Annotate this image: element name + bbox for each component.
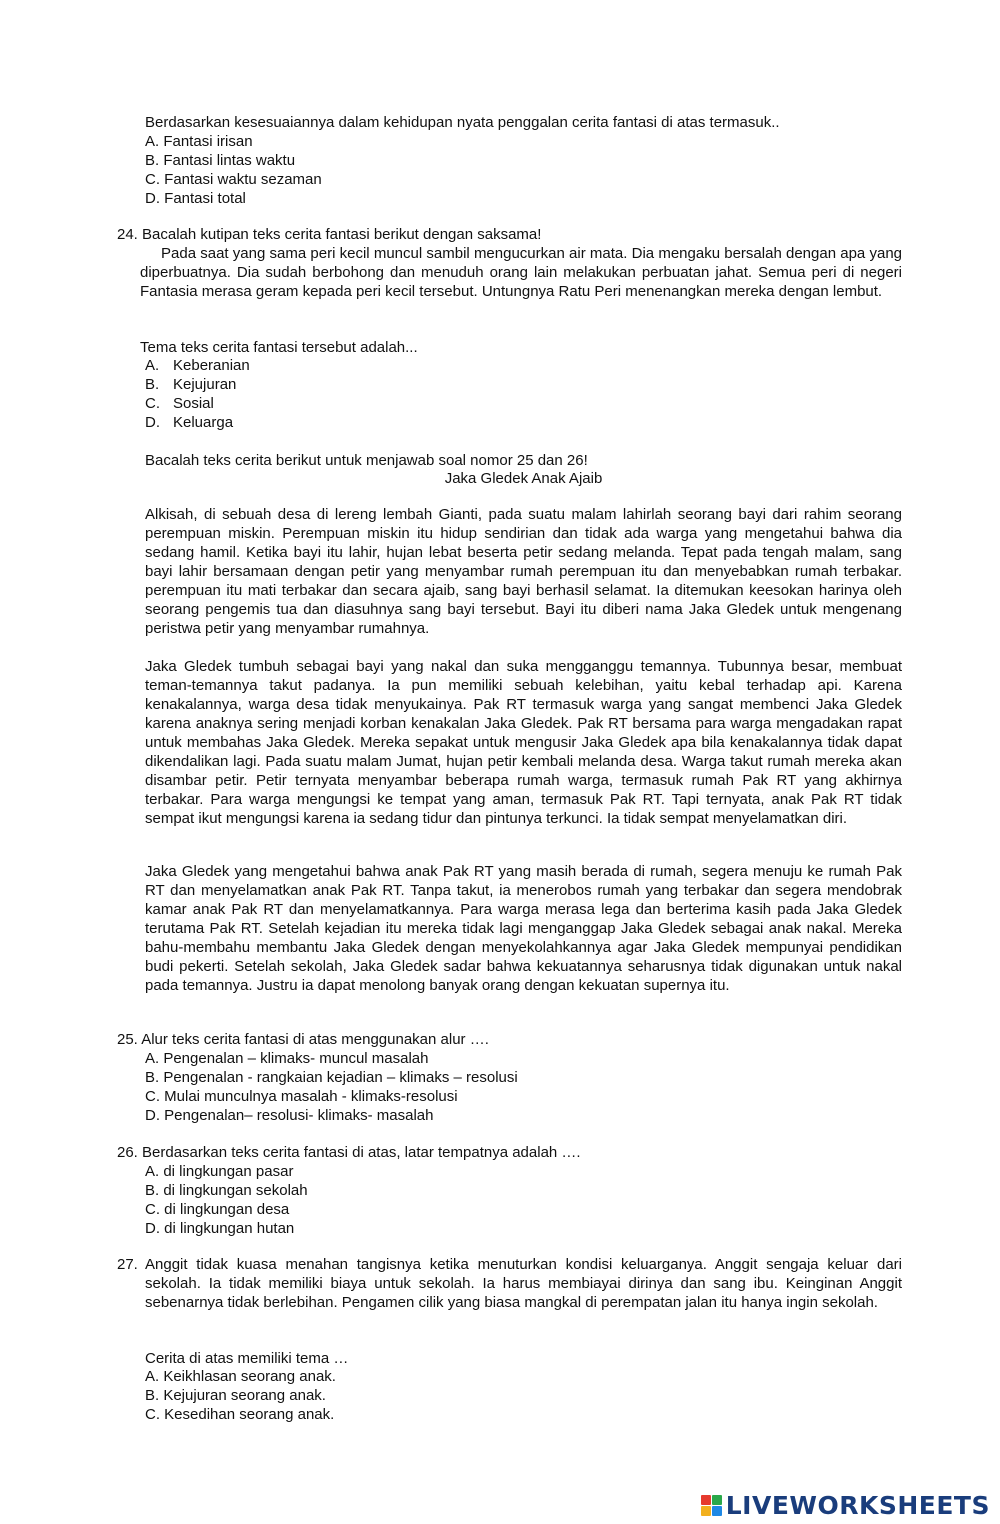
q27-option-c[interactable]: C. Kesedihan seorang anak.: [145, 1406, 335, 1423]
q23-stem: Berdasarkan kesesuaiannya dalam kehidupan nyata penggalan cerita fantasi di atas termasuk..: [145, 114, 780, 131]
q24-option-b[interactable]: B. Kejujuran: [145, 376, 237, 393]
logo-square-yellow: [701, 1506, 711, 1516]
q24-passage: Pada saat yang sama peri kecil muncul sambil mengucurkan air mata. Dia mengaku bersalah dengan apa yang diperbuatnya. Dia sudah berbohong dan menuduh orang lain melakukan perbuatan jahat. Semua peri di negeri Fantasia merasa geram kepada peri kecil tersebut. Untungnya Ratu Peri menenangkan mereka dengan lembut.: [140, 245, 902, 300]
q25-option-a[interactable]: A. Pengenalan – klimaks- muncul masalah: [145, 1050, 429, 1067]
q25-header: 25. Alur teks cerita fantasi di atas menggunakan alur ….: [117, 1031, 489, 1048]
q24-option-c[interactable]: C. Sosial: [145, 395, 214, 412]
q23-block: [145, 113, 780, 208]
q25-option-b[interactable]: B. Pengenalan - rangkaian kejadian – klimaks – resolusi: [145, 1069, 518, 1086]
logo-square-blue: [712, 1506, 722, 1516]
logo-square-green: [712, 1495, 722, 1505]
q27-passage: Anggit tidak kuasa menahan tangisnya ketika menuturkan kondisi keluarganya. Anggit sengaja keluar dari sekolah. Ia tidak memiliki biaya untuk sekolah. Ia harus membiayai dirinya dan sang ibu. Keinginan Anggit sebenarnya tidak berlebihan. Pengamen cilik yang biasa mangkal di perempatan jalan itu hanya ingin sekolah.: [145, 1256, 902, 1311]
q25-options: [145, 1049, 518, 1125]
story-paragraph-3: Jaka Gledek yang mengetahui bahwa anak Pak RT yang masih berada di rumah, segera menuju ke rumah Pak RT dan menyelamatkan anak Pak RT. Tanpa takut, ia menerobos rumah yang terbakar dan segera mendobrak kamar anak Pak RT dan menyelamatkannya. Para warga merasa lega dan berterima kasih pada Jaka Gledek terutama Pak RT. Setelah kejadian itu mereka tidak lagi menganggap Jaka Gledek sebagai anak nakal. Mereka bahu-membahu membantu Jaka Gledek dengan menyekolahkannya agar Jaka Gledek mempunyai pendidikan budi pekerti. Setelah sekolah, Jaka Gledek sadar bahwa kekuatannya seharusnya tidak digunakan untuk nakal pada temannya. Justru ia dapat menolong banyak orang dengan kekuatan supernya itu.: [145, 863, 902, 994]
story-paragraph-1: Alkisah, di sebuah desa di lereng lembah Gianti, pada suatu malam lahirlah seorang bayi dari rahim seorang perempuan miskin. Perempuan miskin itu hidup sendirian dan tidak ada warga yang mengetahui bahwa dia sedang hamil. Ketika bayi itu lahir, hujan lebat beserta petir sedang melanda. Tepat pada tengah malam, sang bayi lahir bersamaan dengan petir yang menyambar rumah perempuan itu dan menyebabkan rumah terbakar. perempuan itu mati terbakar dan secara ajaib, sang bayi berhasil selamat. Ia ditemukan keesokan harinya oleh seorang pengemis tua dan diasuhnya sang bayi tersebut. Bayi itu diberi nama Jaka Gledek untuk mengenang peristwa petir yang menyambar rumahnya.: [145, 506, 902, 637]
q25-option-c[interactable]: C. Mulai munculnya masalah - klimaks-resolusi: [145, 1088, 458, 1105]
q26-options: [145, 1162, 308, 1238]
logo-square-red: [701, 1495, 711, 1505]
q25-option-d[interactable]: D. Pengenalan– resolusi- klimaks- masalah: [145, 1107, 434, 1124]
q26-option-a[interactable]: A. di lingkungan pasar: [145, 1163, 294, 1180]
q24-question: Tema teks cerita fantasi tersebut adalah...: [140, 339, 418, 356]
q24-options: [145, 356, 250, 432]
q27-option-b[interactable]: B. Kejujuran seorang anak.: [145, 1387, 326, 1404]
q26-option-d[interactable]: D. di lingkungan hutan: [145, 1220, 295, 1237]
q23-option-c[interactable]: C. Fantasi waktu sezaman: [145, 171, 322, 188]
q27-option-a[interactable]: A. Keikhlasan seorang anak.: [145, 1368, 336, 1385]
q27-options: [145, 1367, 336, 1424]
q24-option-d[interactable]: D. Keluarga: [145, 414, 234, 431]
liveworksheets-logo-icon: [701, 1495, 722, 1516]
story-title: Jaka Gledek Anak Ajaib: [444, 470, 603, 487]
q26-option-c[interactable]: C. di lingkungan desa: [145, 1201, 290, 1218]
q27-number: 27.: [117, 1256, 138, 1273]
story-intro: Bacalah teks cerita berikut untuk menjawab soal nomor 25 dan 26!: [145, 452, 588, 469]
liveworksheets-logo[interactable]: [701, 1491, 990, 1520]
q27-question: Cerita di atas memiliki tema …: [145, 1350, 349, 1367]
q26-option-b[interactable]: B. di lingkungan sekolah: [145, 1182, 308, 1199]
q23-option-d[interactable]: D. Fantasi total: [145, 190, 246, 207]
q24-option-a[interactable]: A. Keberanian: [145, 357, 250, 374]
story-paragraph-2: Jaka Gledek tumbuh sebagai bayi yang nakal dan suka mengganggu temannya. Tubunnya besar, membuat teman-temannya takut padanya. Ia pun memiliki sebuah kelebihan, yaitu kebal terhadap api. Karena kenakalannya, warga desa tidak menyukainya. Pak RT termasuk warga yang sangat membenci Jaka Gledek karena anaknya sering menjadi korban kenakalan Jaka Gledek. Pak RT bersama para warga mengadakan rapat untuk membahas Jaka Gledek. Mereka sepakat untuk mengusir Jaka Gledek apa bila kenakalannya tidak dapat dikendalikan lagi. Pada suatu malam Jumat, hujan petir kembali melanda desa. Warga takut rumah mereka akan disambar petir. Petir ternyata menyambar beberapa rumah warga, termasuk rumah Pak RT yang akhirnya terbakar. Para warga mengungsi ke tempat yang aman, termasuk Pak RT. Tapi ternyata, anak Pak RT tidak sempat ikut mengungsi karena ia sedang tidur dan pintunya terkunci. Ia tidak sempat menyelamatkan diri.: [145, 658, 902, 827]
q23-option-b[interactable]: B. Fantasi lintas waktu: [145, 152, 296, 169]
q24-header: 24. Bacalah kutipan teks cerita fantasi berikut dengan saksama!: [117, 226, 542, 243]
liveworksheets-logo-text: LIVEWORKSHEETS: [725, 1491, 990, 1520]
q26-header: 26. Berdasarkan teks cerita fantasi di atas, latar tempatnya adalah ….: [117, 1144, 581, 1161]
q23-option-a[interactable]: A. Fantasi irisan: [145, 133, 253, 150]
